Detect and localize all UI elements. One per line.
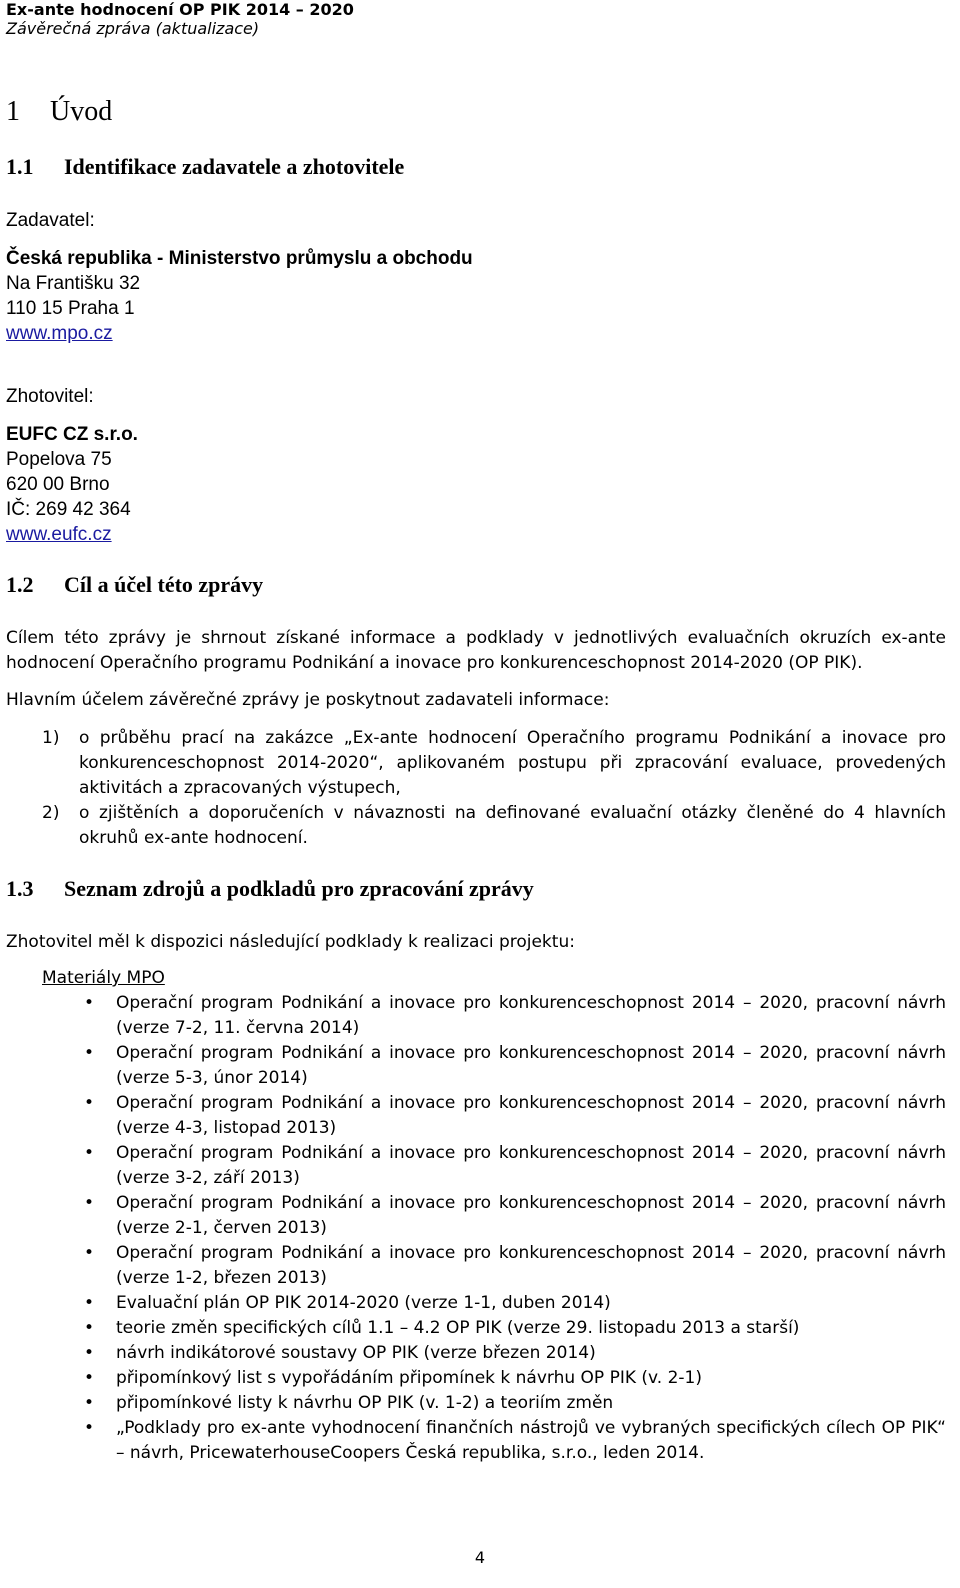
bullet-icon: •	[84, 1418, 95, 1438]
materials-subheading: Materiály MPO	[42, 968, 165, 988]
bullet-icon: •	[84, 1093, 95, 1113]
header-subtitle: Závěrečná zpráva (aktualizace)	[6, 19, 260, 38]
list-item-text: „Podklady pro ex-ante vyhodnocení finančních nástrojů ve vybraných specifických cílech OP PIK“ – návrh, PricewaterhouseCoopers Česká republika, s.r.o., leden 2014.	[116, 1418, 946, 1463]
list-item-text: Operační program Podnikání a inovace pro konkurenceschopnost 2014 – 2020, pracovní návrh (verze 4-3, listopad 2013)	[116, 1093, 946, 1138]
contractor-street: Popelova 75	[6, 449, 112, 470]
section-1-2-paragraph-2: Hlavním účelem závěrečné zprávy je poskytnout zadavateli informace:	[6, 690, 610, 710]
section-1-1-title: Identifikace zadavatele a zhotovitele	[64, 154, 405, 179]
list-item	[42, 1391, 946, 1416]
list-item	[42, 726, 946, 801]
client-web-link[interactable]: www.mpo.cz	[6, 323, 113, 344]
list-item	[42, 1241, 946, 1291]
client-name: Česká republika - Ministerstvo průmyslu a obchodu	[6, 248, 473, 269]
section-1-3-title: Seznam zdrojů a podkladů pro zpracování zprávy	[64, 876, 534, 901]
section-1-2-number: 1.2	[6, 572, 34, 597]
bullet-icon: •	[84, 1043, 95, 1063]
materials-list	[42, 991, 946, 1466]
list-item-text: o zjištěních a doporučeních v návaznosti na definované evaluační otázky členěné do 4 hlavních okruhů ex-ante hodnocení.	[79, 803, 946, 848]
list-item-text: Operační program Podnikání a inovace pro konkurenceschopnost 2014 – 2020, pracovní návrh (verze 3-2, září 2013)	[116, 1143, 946, 1188]
client-city: 110 15 Praha 1	[6, 298, 135, 319]
list-item-text: připomínkový list s vypořádáním připomínek k návrhu OP PIK (v. 2-1)	[116, 1368, 702, 1388]
list-item	[42, 1141, 946, 1191]
contractor-web-link[interactable]: www.eufc.cz	[6, 524, 112, 545]
list-item	[42, 1316, 946, 1341]
bullet-icon: •	[84, 993, 95, 1013]
contractor-ic: IČ: 269 42 364	[6, 499, 131, 520]
client-label: Zadavatel:	[6, 210, 95, 231]
bullet-icon: •	[84, 1343, 95, 1363]
bullet-icon: •	[84, 1293, 95, 1313]
list-item-text: Operační program Podnikání a inovace pro konkurenceschopnost 2014 – 2020, pracovní návrh (verze 1-2, březen 2013)	[116, 1243, 946, 1288]
bullet-icon: •	[84, 1393, 95, 1413]
section-1-2-heading	[6, 572, 263, 598]
section-1-1-number: 1.1	[6, 154, 34, 179]
contractor-city: 620 00 Brno	[6, 474, 110, 495]
client-block	[6, 246, 473, 346]
bullet-icon: •	[84, 1368, 95, 1388]
list-item-text: Operační program Podnikání a inovace pro konkurenceschopnost 2014 – 2020, pracovní návrh (verze 5-3, únor 2014)	[116, 1043, 946, 1088]
section-1-heading	[6, 96, 112, 128]
bullet-icon: •	[84, 1318, 95, 1338]
bullet-icon: •	[84, 1143, 95, 1163]
list-item	[42, 801, 946, 851]
page-header	[6, 0, 354, 38]
list-item	[42, 991, 946, 1041]
section-1-3-intro: Zhotovitel měl k dispozici následující podklady k realizaci projektu:	[6, 932, 575, 952]
list-item-text: připomínkové listy k návrhu OP PIK (v. 1-2) a teoriím změn	[116, 1393, 614, 1413]
section-1-3-number: 1.3	[6, 876, 34, 901]
purpose-list	[42, 726, 946, 851]
list-item-text: Operační program Podnikání a inovace pro konkurenceschopnost 2014 – 2020, pracovní návrh (verze 2-1, červen 2013)	[116, 1193, 946, 1238]
list-item	[42, 1291, 946, 1316]
contractor-block	[6, 422, 138, 547]
section-1-title: Úvod	[50, 96, 113, 127]
list-item	[42, 1366, 946, 1391]
contractor-name: EUFC CZ s.r.o.	[6, 424, 138, 445]
client-street: Na Františku 32	[6, 273, 141, 294]
list-item	[42, 1091, 946, 1141]
list-item-text: o průběhu prací na zakázce „Ex-ante hodnocení Operačního programu Podnikání a inovace pro konkurenceschopnost 2014-2020“, aplikovaném postupu při zpracování evaluace, provedených aktivitách a zpracovaných výstupech,	[79, 728, 946, 798]
list-item-marker: 2)	[42, 803, 60, 823]
section-1-number: 1	[6, 96, 20, 127]
list-item	[42, 1041, 946, 1091]
contractor-label: Zhotovitel:	[6, 386, 94, 407]
bullet-icon: •	[84, 1193, 95, 1213]
list-item-text: návrh indikátorové soustavy OP PIK (verze březen 2014)	[116, 1343, 596, 1363]
section-1-2-title: Cíl a účel této zprávy	[64, 572, 264, 597]
page-number: 4	[474, 1548, 486, 1567]
section-1-1-heading	[6, 154, 404, 180]
list-item	[42, 1416, 946, 1466]
header-title: Ex-ante hodnocení OP PIK 2014 – 2020	[6, 0, 354, 19]
section-1-3-heading	[6, 876, 534, 902]
bullet-icon: •	[84, 1243, 95, 1263]
list-item-text: teorie změn specifických cílů 1.1 – 4.2 OP PIK (verze 29. listopadu 2013 a starší)	[116, 1318, 800, 1338]
section-1-2-paragraph-1: Cílem této zprávy je shrnout získané informace a podklady v jednotlivých evaluačních okruzích ex-ante hodnocení Operačního programu Podnikání a inovace pro konkurenceschopnost 2014-2020 (OP PIK).	[6, 628, 946, 673]
list-item-text: Evaluační plán OP PIK 2014-2020 (verze 1-1, duben 2014)	[116, 1293, 611, 1313]
list-item	[42, 1341, 946, 1366]
list-item	[42, 1191, 946, 1241]
list-item-marker: 1)	[42, 728, 60, 748]
list-item-text: Operační program Podnikání a inovace pro konkurenceschopnost 2014 – 2020, pracovní návrh (verze 7-2, 11. června 2014)	[116, 993, 946, 1038]
